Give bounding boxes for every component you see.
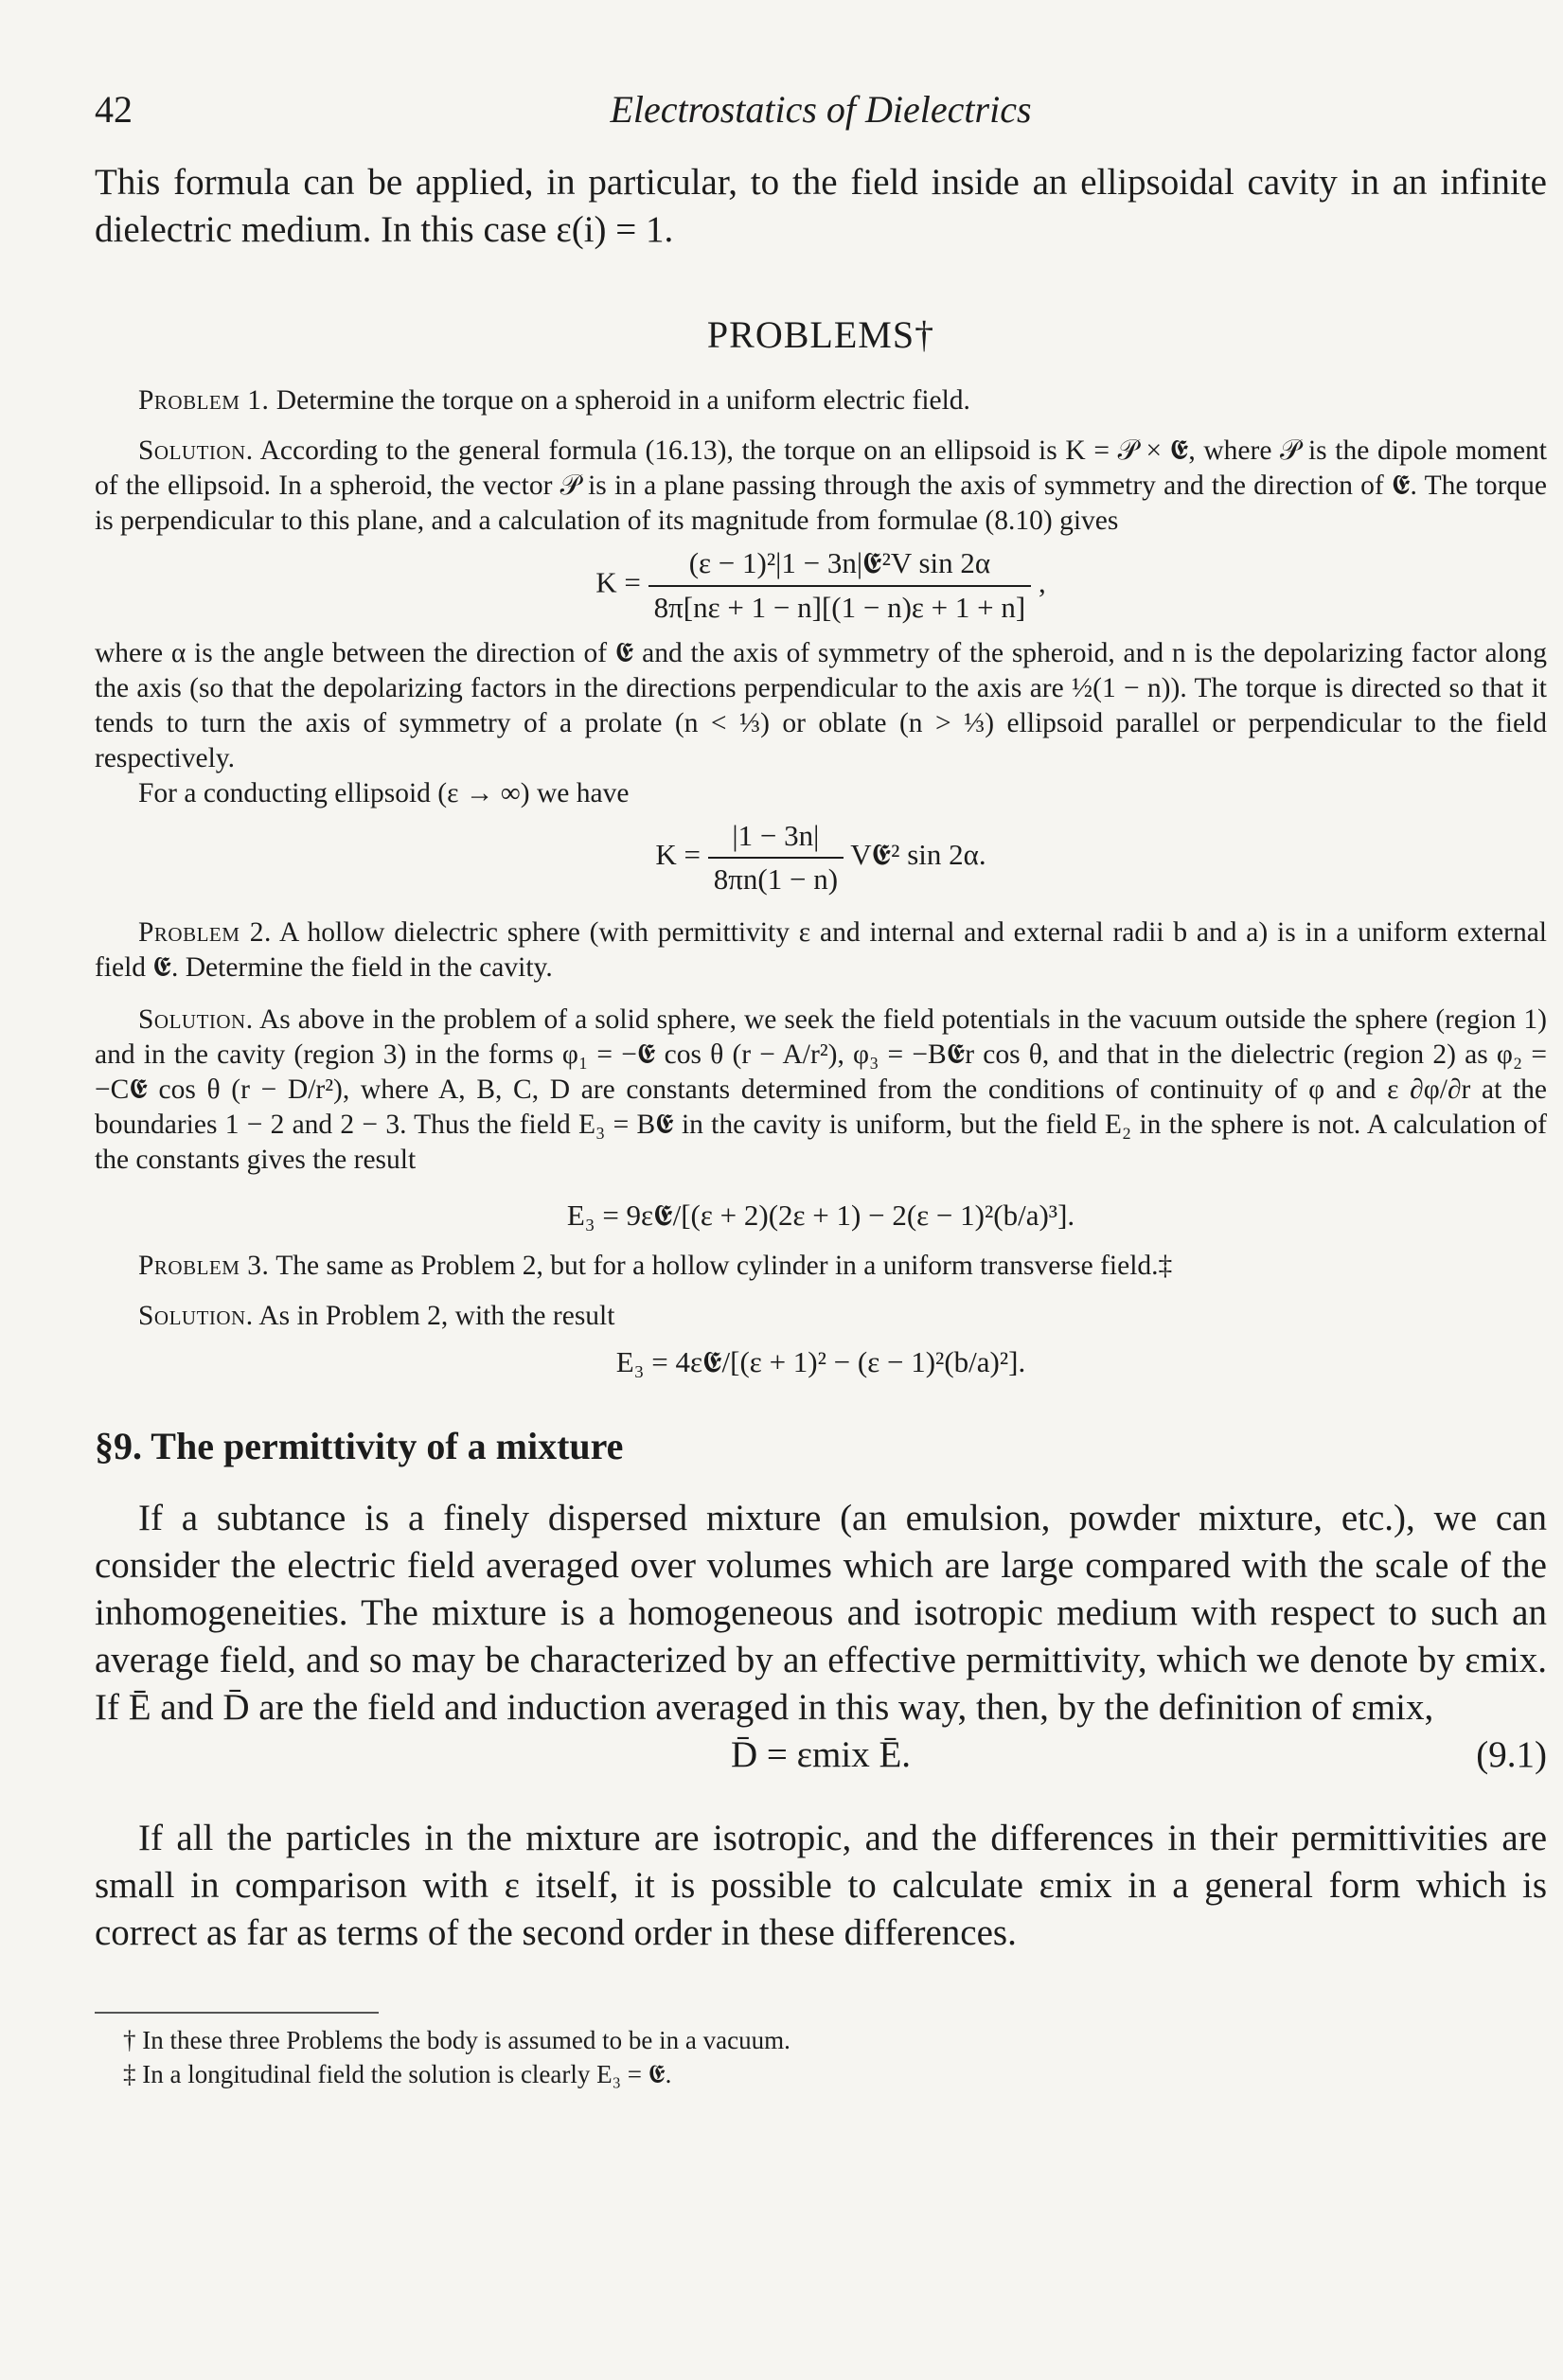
fraction-numerator: (ε − 1)²|1 − 3n|𝕰²V sin 2α xyxy=(648,546,1032,587)
intro-paragraph: This formula can be applied, in particular, to the field inside an ellipsoidal cavity in an infinite dielectric medium. In this case ε(i) = 1. xyxy=(95,162,1547,250)
fraction-numerator: |1 − 3n| xyxy=(708,819,844,859)
equation-9-1 xyxy=(95,1732,1547,1779)
equation-cavity-field-cylinder: E₃ = 4ε𝕰/[(ε + 1)² − (ε − 1)²(b/a)²]. xyxy=(615,1345,1026,1378)
running-head: Electrostatics of Dielectrics xyxy=(610,88,1032,131)
equation-body: D̄ = εmix Ē. xyxy=(730,1734,912,1775)
fraction-denominator: 8π[nε + 1 − n][(1 − n)ε + 1 + n] xyxy=(653,591,1026,624)
problem-2-statement: A hollow dielectric sphere (with permittivity ε and internal and external radii b and a) is in a uniform external field 𝕰. Determine the field in the cavity. xyxy=(95,917,1548,983)
equation-torque-conducting xyxy=(95,819,1547,897)
problem-2-solution xyxy=(95,1003,1547,1178)
problem-2 xyxy=(95,915,1547,986)
problem-1-label: Problem 1. xyxy=(138,385,270,416)
solution-label: Solution. xyxy=(138,1301,254,1331)
problem-3-solution-text: As in Problem 2, with the result xyxy=(258,1301,615,1331)
page-header xyxy=(95,76,1547,133)
equation-lhs: K = xyxy=(595,565,641,599)
problem-2-solution-text: As above in the problem of a solid sphere, we seek the field potentials in the vacuum outside the sphere (region 1) and in the cavity (region 3) in the forms φ₁ = −𝕰 cos θ (r − A/r²), φ₃ = −B𝕰r cos θ, and that in the dielectric (region 2) as φ₂ = −C𝕰 cos θ (r − D/r²), where A, B, C, D are constants determined from the conditions of continuity of φ and ε ∂φ/∂r at the boundaries 1 − 2 and 2 − 3. Thus the field E₃ = B𝕰 in the cavity is uniform, but the field E₂ in the sphere is not. A calculation of the constants gives the result xyxy=(95,1004,1548,1175)
problem-1-explanation: where α is the angle between the direction of 𝕰 and the axis of symmetry of the spheroid, and n is the depolarizing factor along the axis (so that the depolarizing factors in the directions perpendicular to the axis are ½(1 − n)). The torque is directed so that it tends to turn the axis of symmetry of a prolate (n < ⅓) or oblate (n > ⅓) ellipsoid parallel or perpendicular to the field respectively. xyxy=(95,638,1547,773)
equation-torque xyxy=(95,546,1547,625)
problem-1-solution xyxy=(95,434,1547,539)
section-title: §9. The permittivity of a mixture xyxy=(95,1425,624,1467)
footnotes xyxy=(95,2023,1547,2091)
fraction xyxy=(648,546,1032,625)
problem-2-label: Problem 2. xyxy=(138,917,272,948)
equation-tail: , xyxy=(1038,565,1046,599)
problem-3 xyxy=(95,1249,1547,1284)
solution-label: Solution. xyxy=(138,435,254,466)
fraction-denominator: 8πn(1 − n) xyxy=(713,862,839,896)
page-number: 42 xyxy=(95,88,133,131)
problem-1-solution-text: According to the general formula (16.13), the torque on an ellipsoid is K = 𝒫 × 𝕰, where 𝒫 is the dipole moment of the ellipsoid. In a spheroid, the vector 𝒫 is in a plane passing through the axis of symmetry and the direction of 𝕰. The torque is perpendicular to this plane, and a calculation of its magnitude from formulae (8.10) gives xyxy=(95,435,1547,536)
equation-number: (9.1) xyxy=(1476,1734,1547,1775)
equation-tail: V𝕰² sin 2α. xyxy=(850,838,986,872)
problem-1-statement: Determine the torque on a spheroid in a uniform electric field. xyxy=(275,385,970,416)
section-paragraph-1: If a subtance is a finely dispersed mixture (an emulsion, powder mixture, etc.), we can consider the electric field averaged over volumes which are large compared with the scale of the inhomogeneities. The mixture is a homogeneous and isotropic medium with respect to such an average field, and so may be characterized by an effective permittivity, which we denote by εmix. If Ē and D̄ are the field and induction averaged in this way, then, by the definition of εmix, xyxy=(95,1498,1547,1728)
problem-3-label: Problem 3. xyxy=(138,1251,270,1281)
equation-cavity-field-sphere: E₃ = 9ε𝕰/[(ε + 2)(2ε + 1) − 2(ε − 1)²(b/a)³]. xyxy=(566,1199,1075,1232)
footnote: † In these three Problems the body is assumed to be in a vacuum. xyxy=(123,2026,790,2054)
conducting-ellipsoid-text: For a conducting ellipsoid (ε → ∞) we have xyxy=(138,778,630,808)
page xyxy=(95,76,1547,2091)
section-paragraph-2: If all the particles in the mixture are isotropic, and the differences in their permittivities are small in comparison with ε itself, it is possible to calculate εmix in a general form which is correct as far as terms of the second order in these differences. xyxy=(95,1818,1547,1953)
equation-lhs: K = xyxy=(655,838,701,872)
fraction xyxy=(708,819,844,897)
footnote-divider xyxy=(95,2012,379,2014)
problem-3-solution xyxy=(95,1299,1547,1334)
problem-3-statement: The same as Problem 2, but for a hollow cylinder in a uniform transverse field.‡ xyxy=(275,1251,1173,1281)
problem-1 xyxy=(95,383,1547,418)
problems-heading: PROBLEMS† xyxy=(706,313,935,356)
solution-label: Solution. xyxy=(138,1004,254,1035)
footnote: ‡ In a longitudinal field the solution is clearly E₃ = 𝕰. xyxy=(123,2060,672,2088)
